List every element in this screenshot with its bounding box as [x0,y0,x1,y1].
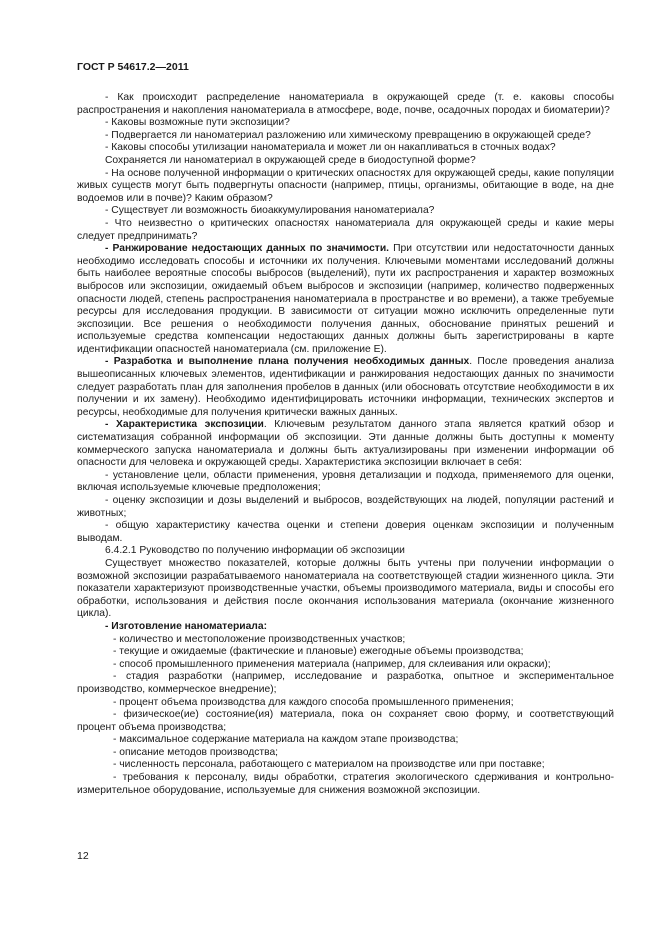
paragraph [77,470,614,495]
paragraph-text: . После проведения анализа вышеописанных ключевых элементов, идентификации и ранжирования недостающих данных по значимости следует разработать план для заполнения пробелов в данных (или обосновать отсутствие необходимости в их получении и их замену). Необходимо идентифицировать источники информации, технических экспертов и ресурсы, необходимые для получения критически важных данных. [77,356,614,418]
paragraph-text: - текущие и ожидаемые (фактические и плановые) ежегодные объемы производства; [113,646,524,658]
paragraph-text: - процент объема производства для каждого способа промышленного применения; [113,696,514,708]
paragraph [77,772,614,797]
paragraph [77,419,614,469]
paragraph [77,545,614,558]
paragraph-text: - стадия разработки (например, исследование и разработка, опытное и экспериментальное производство, коммерческое внедрение); [77,671,614,695]
paragraph-text: - максимальное содержание материала на каждом этапе производства; [113,734,459,746]
paragraph [77,634,614,647]
document-body [77,92,614,797]
page-number: 12 [77,850,89,862]
paragraph [77,659,614,672]
paragraph [77,747,614,760]
paragraph-heading: - Разработка и выполнение плана получения необходимых данных [105,356,470,368]
paragraph-text: - количество и местоположение производственных участков; [113,633,406,645]
paragraph-text: Существует множество показателей, которые должны быть учтены при получении информации о возможной экспозиции разрабатываемого наноматериала на соответствующей стадии жизненного цикла. Эти показатели характеризуют производственные участки, объемы производимого материала, виды и способы его обработки, использования и действия после окончания использования материала (окончание жизненного цикла). [77,557,614,620]
paragraph-heading: - Ранжирование недостающих данных по значимости. [105,243,390,255]
paragraph [77,520,614,545]
paragraph [77,697,614,710]
paragraph [77,356,614,419]
paragraph-text: - оценку экспозиции и дозы выделений и выбросов, воздействующих на людей, популяции растений и животных; [77,495,614,519]
paragraph [77,759,614,772]
paragraph-text: - Что неизвестно о критических опасностях наноматериала для окружающей среды и какие меры следует предпринимать? [77,217,614,242]
paragraph [77,243,614,356]
paragraph-text: - физическое(ие) состояние(ия) материала, пока он сохраняет свою форму, и соответствующий процент объема производства; [77,709,614,733]
paragraph-text: 6.4.2.1 Руководство по получению информации об экспозиции [105,545,405,557]
paragraph [77,92,614,117]
paragraph-text: - Каковы способы утилизации наноматериала и может ли он накапливаться в сточных водах? [105,142,556,154]
paragraph [77,168,614,206]
paragraph [77,709,614,734]
paragraph-text: - общую характеристику качества оценки и степени доверия оценкам экспозиции и полученным выводам. [77,520,614,544]
paragraph-text: При отсутствии или недостаточности данных необходимо исследовать способы и источники их получения. Ключевыми моментами исследований должны быть наиболее вероятные способы выбросов (выделений), пути их распространения и характер возможных выбросов или экспозиции, ожидаемый объем выбросов и экспозиции (например, количество подверженных опасности людей, степень распространения наноматериала в пространстве и во времени), а также требуемые ресурсы для исследования продукции. В зависимости от ситуации можно исключить определенные пути экспозиции. Все решения о необходимости получения данных, обоснование принятых решений и используемые средства компенсации недостающих данных должны быть зарегистрированы в карте идентификации опасностей наноматериала (см. приложение Е). [77,243,615,355]
paragraph [77,218,614,243]
paragraph [77,734,614,747]
paragraph-text: - установление цели, области применения, уровня детализации и подхода, применяемого для оценки, включая используемые ключевые предположения; [77,469,614,494]
paragraph [77,495,614,520]
paragraph [77,671,614,696]
paragraph-text: - Каковы возможные пути экспозиции? [105,117,290,129]
paragraph [77,155,614,168]
paragraph [77,621,614,634]
paragraph-text: - требования к персоналу, виды обработки, стратегия экологического сдерживания и контрольно-измерительное оборудование, используемые для снижения возможной экспозиции. [77,772,614,796]
paragraph-text: - Подвергается ли наноматериал разложению или химическому превращению в окружающей среде? [105,129,591,141]
paragraph-text: . Ключевым результатом данного этапа является краткий обзор и систематизация собранной информации об экспозиции. Эти данные должны быть доступны к моменту коммерческого запуска наноматериала и должны быть актуализированы при изменении информации об опасности для человека и окружающей среды. Характеристика экспозиции включает в себя: [77,419,615,469]
paragraph-text: - Как происходит распределение наноматериала в окружающей среде (т. е. каковы способы распространения и накопления наноматериала в атмосфере, воде, почве, осадочных породах и биоматерии)? [77,92,614,116]
paragraph [77,646,614,659]
paragraph-text: - Существует ли возможность биоаккумулирования наноматериала? [105,205,435,217]
paragraph-heading: - Изготовление наноматериала: [105,620,267,632]
paragraph-heading: - Характеристика экспозиции [105,419,264,431]
paragraph-text: - На основе полученной информации о критических опасностях для окружающей среды, какие популяции живых существ могут быть подвергнуты опасности (например, птицы, организмы, обитающие в воде, на дне водоемов или в почве)? Каким образом? [77,167,614,204]
paragraph [77,117,614,130]
paragraph [77,130,614,143]
standard-header: ГОСТ Р 54617.2—2011 [77,61,189,73]
paragraph-text: Сохраняется ли наноматериал в окружающей среде в биодоступной форме? [105,154,476,166]
paragraph [77,205,614,218]
paragraph-text: - описание методов производства; [113,746,279,758]
paragraph [77,558,614,621]
paragraph [77,142,614,155]
paragraph-text: - численность персонала, работающего с материалом на производстве или при поставке; [113,759,545,771]
paragraph-text: - способ промышленного применения материала (например, для склеивания или окраски); [113,658,551,670]
